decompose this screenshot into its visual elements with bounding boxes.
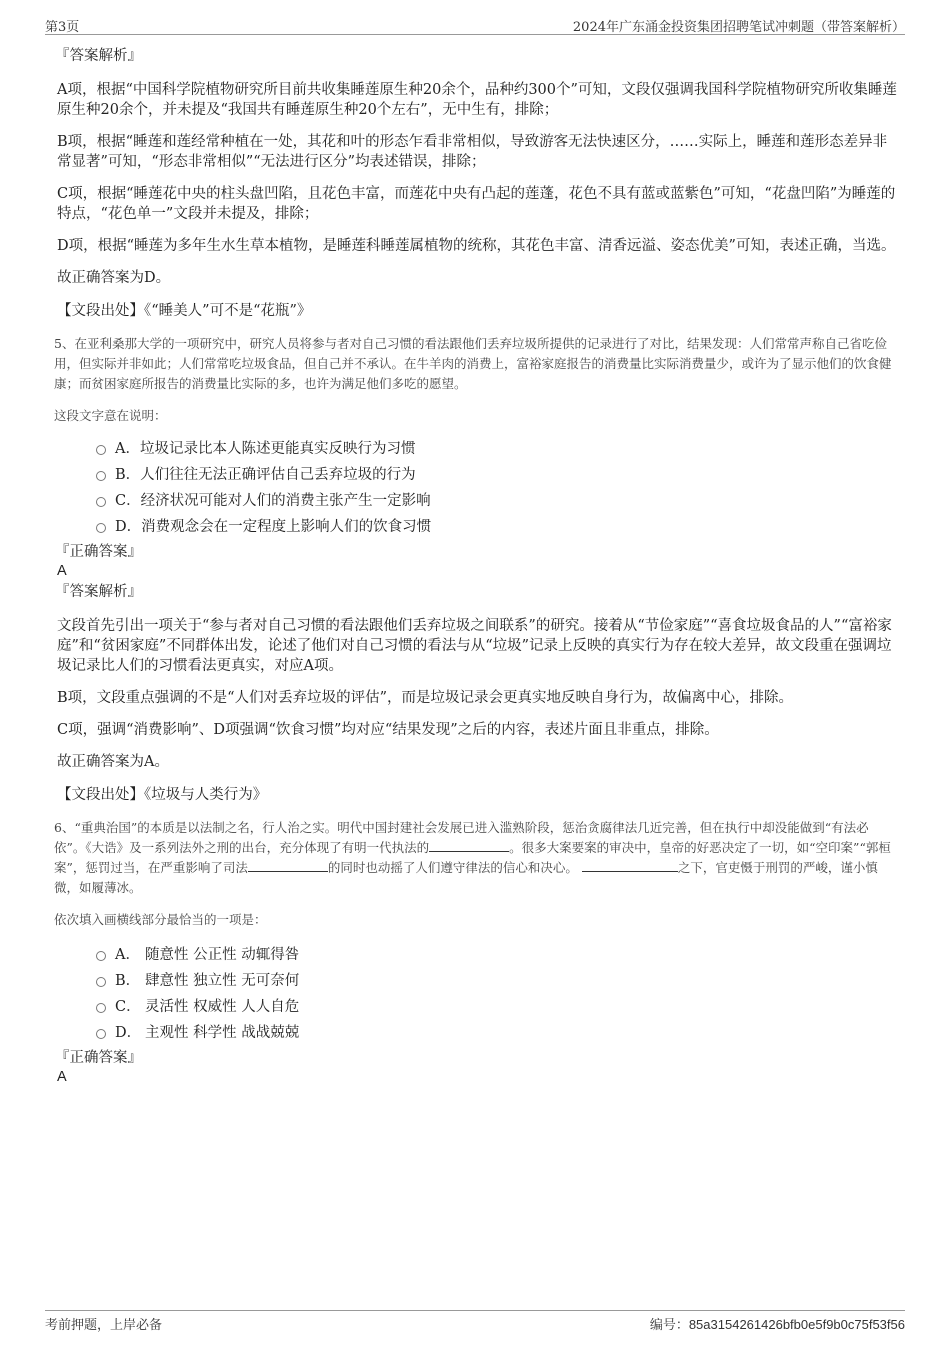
question-stem: 6、“重典治国”的本质是以法制之名，行人治之实。明代中国封建社会发展已进入滥熟阶段，惩治贪腐律法几近完善，但在执行中却没能做到“有法必依”。《大诰》及一系列法外之刑的出台，充分体现了有明一代执法的 。很多大案要案的审决中，皇帝的好恶决定了一切，如“空印案”“郭桓案”，惩罚过当，在严重影响了司法 的同时也动摇了人们遵守律法的信心和决心。 之下，官吏慑于刑罚的严峻，谨小慎微，如履薄冰。 bbox=[54, 820, 891, 895]
document-serial: 编号：85a3154261426bfb0e5f9b0c75f53f56 bbox=[649, 1317, 905, 1332]
option-c[interactable]: C．经济状况可能对人们的消费主张产生一定影响 bbox=[57, 488, 897, 514]
page-header bbox=[45, 14, 905, 35]
option-a[interactable]: A． 随意性 公正性 动辄得咎 bbox=[57, 942, 897, 968]
conclusion: 故正确答案为D。 bbox=[57, 270, 171, 286]
analysis-paragraph: A项，根据“中国科学院植物研究所目前共收集睡莲原生种20余个，品种约300个”可知，文段仅强调我国科学院植物研究所收集睡莲原生种20余个，并未提及“我国共有睡莲原生种20个左右”，无中生有，排除； bbox=[57, 82, 897, 118]
radio-icon[interactable] bbox=[96, 471, 106, 481]
radio-icon[interactable] bbox=[96, 445, 106, 455]
option-list bbox=[57, 436, 897, 540]
option-list bbox=[57, 942, 897, 1046]
analysis-paragraph: D项，根据“睡莲为多年生水生草本植物，是睡莲科睡莲属植物的统称，其花色丰富、清香远溢、姿态优美”可知，表述正确，当选。 bbox=[57, 238, 896, 254]
blank-line bbox=[429, 839, 509, 852]
question-prompt: 依次填入画横线部分最恰当的一项是： bbox=[54, 912, 267, 927]
radio-icon[interactable] bbox=[96, 1003, 106, 1013]
document-title: 2024年广东涌金投资集团招聘笔试冲刺题（带答案解析） bbox=[572, 20, 905, 35]
conclusion: 故正确答案为A。 bbox=[57, 754, 169, 770]
option-d[interactable]: D．消费观念会在一定程度上影响人们的饮食习惯 bbox=[57, 514, 897, 540]
radio-icon[interactable] bbox=[96, 977, 106, 987]
correct-answer-value: A bbox=[57, 1069, 67, 1085]
analysis-label: 『答案解析』 bbox=[55, 48, 142, 64]
analysis-paragraph: C项，强调“消费影响”、D项强调“饮食习惯”均对应“结果发现”之后的内容，表述片面且非重点，排除。 bbox=[57, 722, 719, 738]
correct-answer-label: 『正确答案』 bbox=[55, 544, 142, 560]
analysis-paragraph: B项，文段重点强调的不是“人们对丢弃垃圾的评估”，而是垃圾记录会更真实地反映自身行为，故偏离中心，排除。 bbox=[57, 690, 793, 706]
analysis-paragraph: B项，根据“睡莲和莲经常种植在一处，其花和叶的形态乍看非常相似，导致游客无法快速区分，……实际上，睡莲和莲形态差异非常显著”可知，“形态非常相似”“无法进行区分”均表述错误，排除； bbox=[57, 134, 888, 170]
option-b[interactable]: B． 肆意性 独立性 无可奈何 bbox=[57, 968, 897, 994]
source-citation: 【文段出处】《“睡美人”可不是“花瓶”》 bbox=[57, 303, 312, 319]
analysis-label: 『答案解析』 bbox=[55, 584, 142, 600]
source-citation: 【文段出处】《垃圾与人类行为》 bbox=[57, 787, 268, 803]
page-content bbox=[54, 46, 897, 1086]
option-c[interactable]: C． 灵活性 权威性 人人自危 bbox=[57, 994, 897, 1020]
option-b[interactable]: B．人们往往无法正确评估自己丢弃垃圾的行为 bbox=[57, 462, 897, 488]
radio-icon[interactable] bbox=[96, 523, 106, 533]
analysis-paragraph: 文段首先引出一项关于“参与者对自己习惯的看法跟他们丢弃垃圾之间联系”的研究。接着从“节俭家庭”“喜食垃圾食品的人”“富裕家庭”和“贫困家庭”不同群体出发，论述了他们对自己习惯的看法与从“垃圾”记录上反映的真实行为存在较大差异，故文段重在强调垃圾记录比人们的习惯看法更真实，对应A项。 bbox=[57, 618, 892, 674]
page-number: 第3页 bbox=[45, 20, 80, 35]
page-footer bbox=[45, 1310, 905, 1333]
blank-line bbox=[582, 859, 678, 872]
option-a[interactable]: A．垃圾记录比本人陈述更能真实反映行为习惯 bbox=[57, 436, 897, 462]
radio-icon[interactable] bbox=[96, 1029, 106, 1039]
option-d[interactable]: D． 主观性 科学性 战战兢兢 bbox=[57, 1020, 897, 1046]
radio-icon[interactable] bbox=[96, 951, 106, 961]
question-prompt: 这段文字意在说明： bbox=[54, 408, 167, 423]
radio-icon[interactable] bbox=[96, 497, 106, 507]
question-stem: 5、在亚利桑那大学的一项研究中，研究人员将参与者对自己习惯的看法跟他们丢弃垃圾所提供的记录进行了对比，结果发现：人们常常声称自己省吃俭用，但实际并非如此；人们常常吃垃圾食品，但自己并不承认。在牛羊肉的消费上，富裕家庭报告的消费量比实际消费量少，或许为了显示他们的饮食健康；而贫困家庭所报告的消费量比实际的多，也许为满足他们多吃的愿望。 bbox=[54, 336, 892, 391]
correct-answer-value: A bbox=[57, 563, 67, 579]
analysis-paragraph: C项，根据“睡莲花中央的柱头盘凹陷，且花色丰富，而莲花中央有凸起的莲蓬，花色不具有蓝或蓝紫色”可知，“花盘凹陷”为睡莲的特点，“花色单一”文段并未提及，排除； bbox=[57, 186, 896, 222]
blank-line bbox=[248, 859, 328, 872]
footer-slogan: 考前押题，上岸必备 bbox=[45, 1318, 163, 1333]
correct-answer-label: 『正确答案』 bbox=[55, 1050, 142, 1066]
